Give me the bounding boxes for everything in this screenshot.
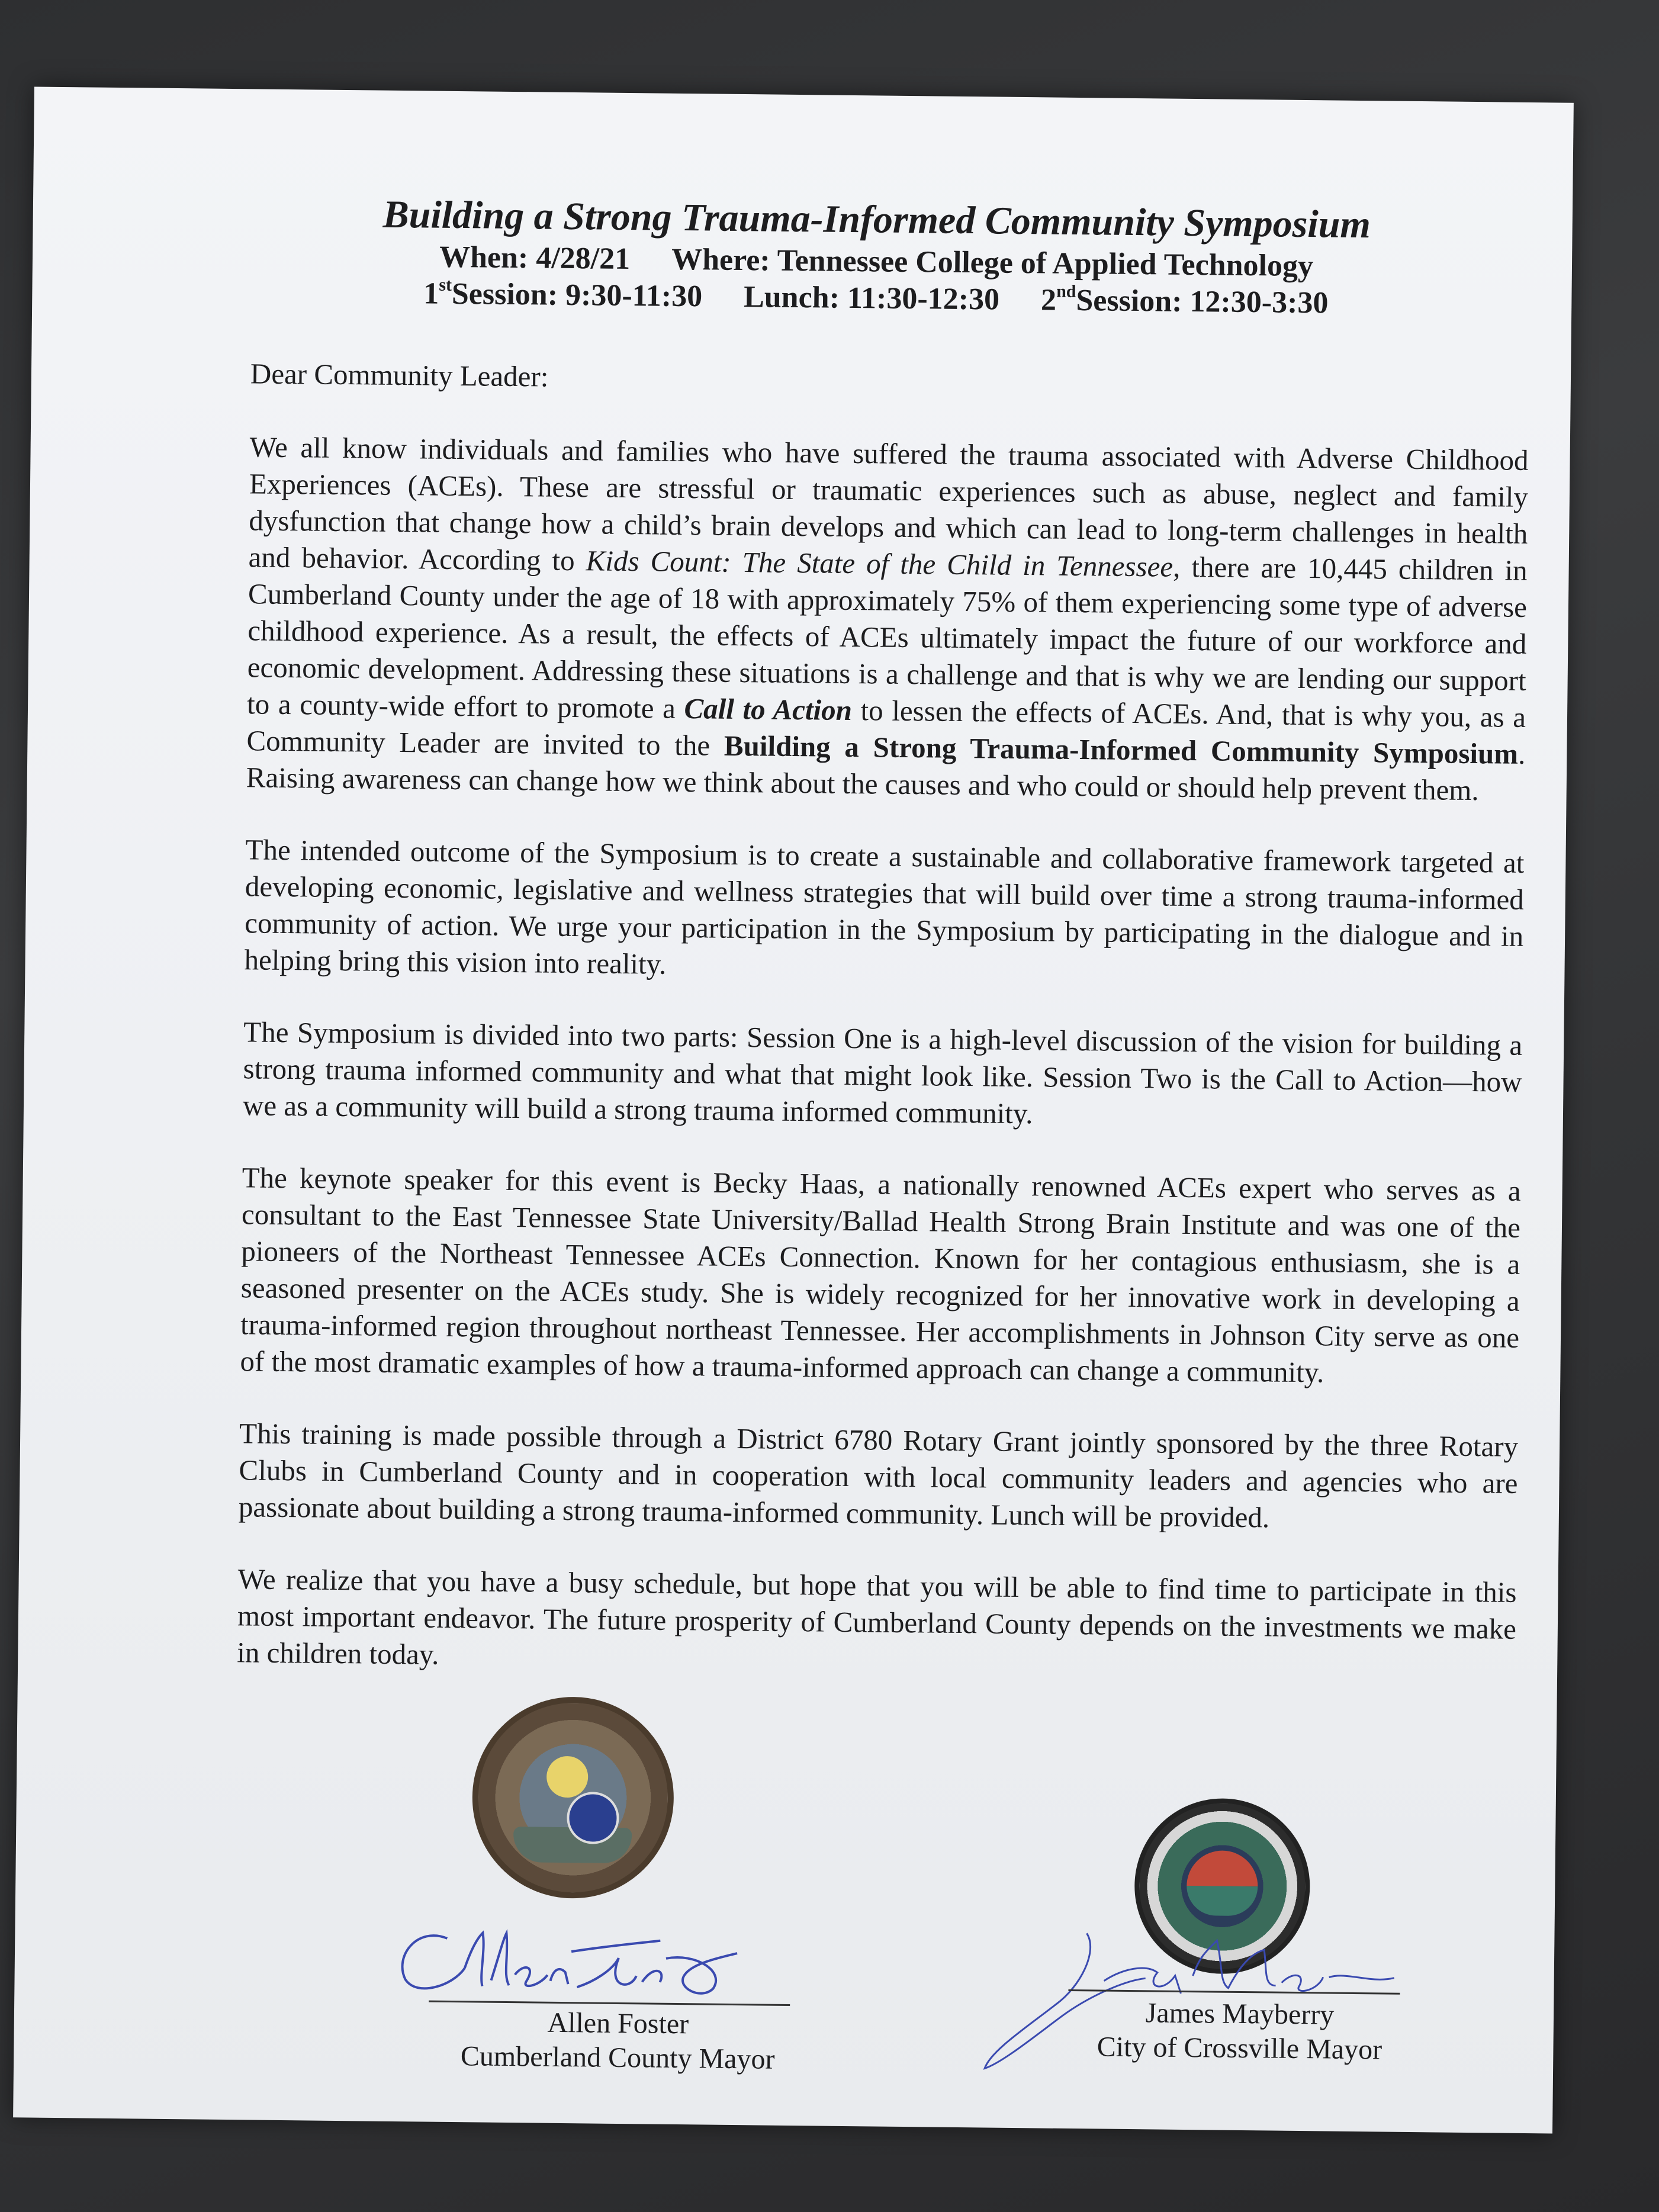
lunch-time: Lunch: 11:30-12:30	[743, 280, 1000, 317]
paragraph-sessions: The Symposium is divided into two parts: Session One is a high-level discussion of the vision for building a strong trauma informed community and what that might look like. Session Two is the Call to Action—how we as a community will build a strong trauma informed community.	[242, 1015, 1523, 1130]
session-two-time	[1041, 282, 1329, 321]
paragraph-outcome: The intended outcome of the Symposium is to create a sustainable and collaborative framework targeted at developing economic, legislative and wellness strategies that will build over time a strong trauma-informed community of action. We urge your participation in the Symposium by participating in the dialogue and in helping bring this vision into reality.	[244, 833, 1525, 980]
paragraph-aces-part-b: , there are 10,445 children in Cumberland County under the age of 18 with approximately 75% of them experiencing some type of adverse childhood experience. As a result, the effects of ACEs ultimately impact the future of our workforce and economic development. Addressing these situations is a challenge and that is why we are lending our support to a county-wide effort to promote a	[246, 550, 1528, 725]
left-signer-block	[393, 2004, 843, 2078]
symposium-title: Building a Strong Trauma-Informed Community Symposium	[382, 192, 1371, 247]
kids-count-reference: Kids Count: The State of the Child in Tennessee	[586, 544, 1173, 583]
paragraph-closing: We realize that you have a busy schedule, but hope that you will be able to find time to participate in this most important endeavor. The future prosperity of Cumberland County depends on the investments we make in children today.	[237, 1562, 1517, 1671]
letter-page	[13, 86, 1574, 2133]
paragraph-aces-part-a: We all know individuals and families who have suffered the trauma associated with Adverse Childhood Experiences (ACEs). These are stressful or traumatic experiences such as abuse, neglect and family dysfunction that change how a child’s brain develops and which can lead to long-term challenges in health and behavior. According to	[248, 430, 1529, 577]
seal-sunset-icon	[1187, 1850, 1258, 1886]
left-signer-title: Cumberland County Mayor	[460, 2040, 775, 2075]
session-two-suffix: nd	[1056, 281, 1076, 301]
paragraph-funding: This training is made possible through a District 6780 Rotary Grant jointly sponsored by the three Rotary Clubs in Cumberland County and in cooperation with local community leaders and agencies who are passionate about building a strong trauma-informed community. Lunch will be provided.	[238, 1417, 1519, 1534]
cumberland-county-seal	[471, 1696, 675, 1899]
right-signer-name: James Mayberry	[1145, 1997, 1335, 2031]
session-one-ordinal: 1	[423, 276, 439, 311]
seal-sun-icon	[546, 1756, 589, 1798]
call-to-action-emphasis: Call to Action	[684, 692, 853, 726]
symposium-name-emphasis: Building a Strong Trauma-Informed Community Symposium	[724, 729, 1519, 770]
session-one-time	[423, 275, 703, 315]
session-one-suffix: st	[439, 275, 452, 295]
session-one-text: Session: 9:30-11:30	[451, 276, 703, 314]
session-two-text: Session: 12:30-3:30	[1076, 283, 1329, 320]
letter-body	[236, 355, 1529, 1719]
paragraph-aces-part-d: . Raising awareness can change how we think about the causes and who could or should help prevent them.	[246, 737, 1526, 807]
event-date: When: 4/28/21	[439, 240, 631, 276]
paragraph-aces	[246, 429, 1529, 809]
seal-tristar-icon	[567, 1792, 619, 1844]
event-location: Where: Tennessee College of Applied Technology	[671, 242, 1314, 284]
right-signer-block	[1032, 1995, 1447, 2068]
letter-header	[32, 187, 1573, 324]
left-signer-name: Allen Foster	[547, 2007, 689, 2040]
right-signer-title: City of Crossville Mayor	[1097, 2031, 1382, 2066]
allen-foster-signature	[381, 1914, 761, 2001]
paragraph-aces-part-c: to lessen the effects of ACEs. And, that is why you, as a Community Leader are invited to the	[246, 694, 1526, 762]
paragraph-keynote: The keynote speaker for this event is Becky Haas, a nationally renowned ACEs expert who serves as a consultant to the East Tennessee State University/Ballad Health Strong Brain Institute and was one of the pioneers of the Northeast Tennessee ACEs Connection. Known for her contagious enthusiasm, she is a seasoned presenter on the ACEs study. She is widely recognized for her innovative work in developing a trauma-informed region throughout northeast Tennessee. Her accomplishments in Johnson City serve as one of the most dramatic examples of how a trauma-informed approach can change a community.	[240, 1161, 1521, 1389]
seal-water-icon	[1187, 1886, 1258, 1916]
greeting: Dear Community Leader:	[250, 357, 549, 393]
session-two-ordinal: 2	[1040, 283, 1057, 317]
